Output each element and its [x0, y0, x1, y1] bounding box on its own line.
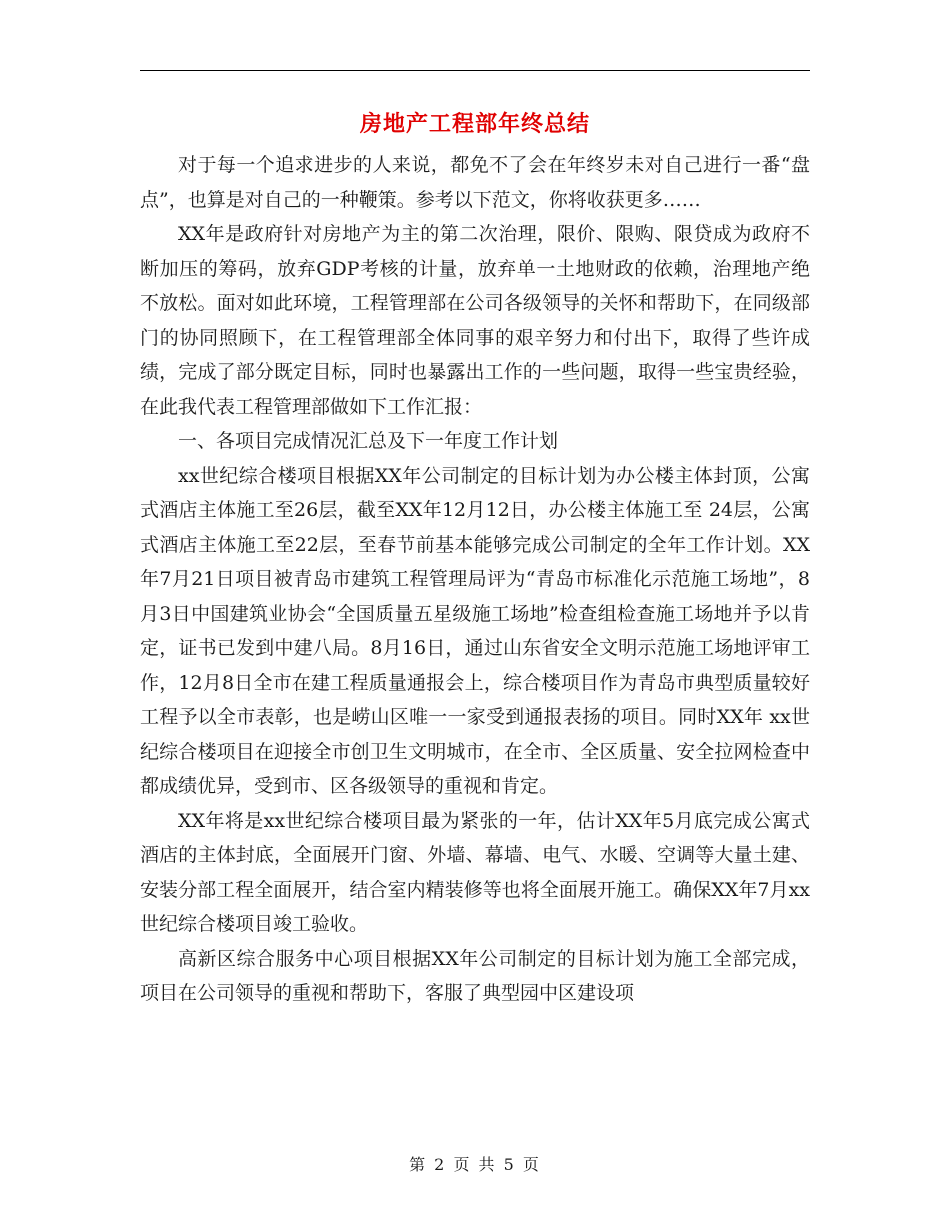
document-title: 房地产工程部年终总结: [359, 111, 590, 137]
paragraph-project-1: xx世纪综合楼项目根据XX年公司制定的目标计划为办公楼主体封顶，公寓式酒店主体施工至26层，截至XX年12月12日，办公楼主体施工至 24层，公寓式酒店主体施工至22层，至春节前基本能够完成公司制定的全年工作计划。XX年7月21日项目被青岛市建筑工程管理局评为“青岛市标准化示范施工场地”，8月3日中国建筑业协会“全国质量五星级施工场地”检查组检查施工场地并予以肯定，证书已发到中建八局。8月16日，通过山东省安全文明示范施工场地评审工作，12月8日全市在建工程质量通报会上，综合楼项目作为青岛市典型质量较好工程予以全市表彰，也是崂山区唯一一家受到通报表扬的项目。同时XX年 xx世纪综合楼项目在迎接全市创卫生文明城市，在全市、全区质量、安全拉网检查中都成绩优异，受到市、区各级领导的重视和肯定。: [140, 464, 810, 797]
paragraph-overview: XX年是政府针对房地产为主的第二次治理，限价、限购、限贷成为政府不断加压的筹码，放弃GDP考核的计量，放弃单一土地财政的依赖，治理地产绝不放松。面对如此环境，工程管理部在公司各级领导的关怀和帮助下，在同级部门的协同照顾下，在工程管理部全体同事的艰辛努力和付出下，取得了些许成绩，完成了部分既定目标，同时也暴露出工作的一些问题，取得一些宝贵经验，在此我代表工程管理部做如下工作汇报：: [140, 223, 810, 418]
paragraph-intro: 对于每一个追求进步的人来说，都免不了会在年终岁未对自己进行一番“盘点”，也算是对自己的一种鞭策。参考以下范文，你将收获更多……: [140, 154, 810, 211]
header-rule: [140, 70, 810, 71]
paragraph-project-1-plan: XX年将是xx世纪综合楼项目最为紧张的一年，估计XX年5月底完成公寓式酒店的主体封底，全面展开门窗、外墙、幕墙、电气、水暖、空调等大量土建、安装分部工程全面展开，结合室内精装修等也将全面展开施工。确保XX年7月xx世纪综合楼项目竣工验收。: [140, 809, 810, 935]
paragraph-project-2: 高新区综合服务中心项目根据XX年公司制定的目标计划为施工全部完成，项目在公司领导的重视和帮助下，客服了典型园中区建设项: [140, 947, 810, 1004]
section-heading: 一、各项目完成情况汇总及下一年度工作计划: [178, 430, 559, 452]
page-number: 第 2 页 共 5 页: [409, 1155, 541, 1174]
document-body: [140, 148, 810, 1011]
